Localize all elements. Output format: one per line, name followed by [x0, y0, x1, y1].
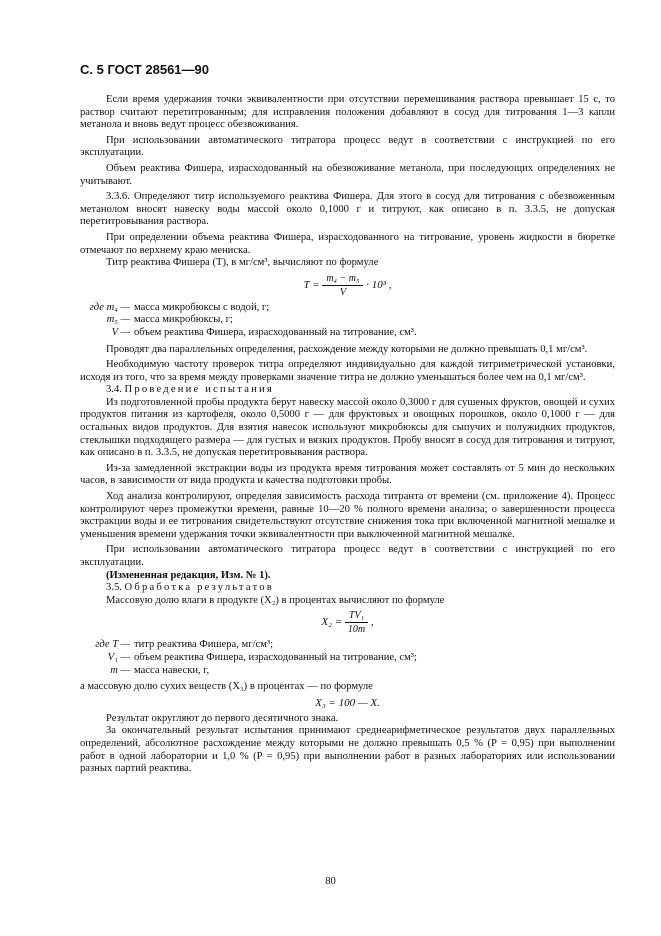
paragraph: 3.3.6. Определяют титр используемого реактива Фишера. Для этого в сосуд для титрования с обезвоженным метанолом вносят навеску воды массой около 0,1000 г и титруют, как описано в п. 3.3.5, не допуская перетитровывания раствора.	[80, 191, 615, 228]
paragraph: Из-за замедленной экстракции воды из продукта время титрования может составлять от 5 мин до нескольких часов, в зависимости от вида продукта и качества подготовки пробы.	[80, 462, 615, 487]
definition-text: объем реактива Фишера, израсходованный на титрование, см³;	[134, 651, 417, 663]
page-number: 80	[325, 876, 336, 887]
formula-rhs: · 10³ ,	[366, 278, 392, 291]
definition-item	[80, 639, 615, 652]
definition-item	[80, 314, 615, 327]
definition-text: масса микробюксы, г;	[134, 314, 233, 326]
formula-lhs: T =	[303, 278, 320, 291]
formula-denominator: V	[339, 286, 346, 298]
paragraph: Если время удержания точки эквивалентности при отсутствии перемешивания раствора превышает 15 с, то раствор считают перетитрованным; для исправления положения добавляют в сосуд для титрования 1—3 капли метанола и вновь ведут процесс обезвоживания.	[80, 94, 615, 131]
section-title: Обработка результатов	[124, 582, 274, 594]
paragraph: При использовании автоматического титратора процесс ведут в соответствии с инструкцией по его эксплуатации.	[80, 544, 615, 568]
paragraph: За окончательный результат испытания принимают среднеарифметическое результатов двух параллельных определений, абсолютное расхождение между которыми не должно превышать 0,5 % (P = 0,95) при выполнении работ в одной лаборатории и 1,0 % (P = 0,95) при выполнении работ в разных лабораториях или использовании разных партий реактива.	[80, 725, 615, 775]
document-header: С. 5 ГОСТ 28561—90	[80, 62, 209, 77]
definition-text: объем реактива Фишера, израсходованный на титрование, см³.	[134, 326, 417, 338]
definition-item	[80, 665, 615, 678]
definitions-list	[80, 302, 615, 340]
section-number: 3.5.	[106, 582, 122, 594]
definitions-list	[80, 639, 615, 677]
definition-symbol: где m₄ —	[89, 301, 130, 313]
definition-item	[80, 652, 615, 665]
formula-rhs: ,	[370, 616, 374, 629]
paragraph: Проводят два параллельных определения, расхождение между которыми не должно превышать 0,1 мг/см³.	[106, 343, 588, 355]
formula-denominator: 10m	[347, 624, 366, 636]
paragraph: Титр реактива Фишера (T), в мг/см³, вычисляют по формуле	[106, 257, 379, 269]
formula-titer	[80, 273, 615, 298]
paragraph: Результат округляют до первого десятичного знака.	[106, 712, 339, 724]
document-page	[80, 62, 615, 776]
section-heading-3-5	[80, 582, 615, 595]
definition-item	[80, 302, 615, 315]
formula-dry-matter: X₃ = 100 — X.	[315, 696, 380, 709]
section-number: 3.4.	[106, 384, 122, 396]
definition-symbol: V₁ —	[107, 651, 130, 663]
formula-fraction	[345, 610, 368, 635]
section-heading-3-4	[80, 384, 615, 397]
formula-numerator: TV₁	[345, 610, 368, 623]
paragraph: Объем реактива Фишера, израсходованный на обезвоживание метанола, при последующих определениях не учитывают.	[80, 162, 615, 187]
edition-note: (Измененная редакция, Изм. № 1).	[106, 569, 271, 581]
definition-text: масса навески, г,	[134, 664, 210, 676]
paragraph: Из подготовленной пробы продукта берут навеску массой около 0,3000 г для сушеных фруктов, овощей и сухих продуктов питания из картофеля, около 0,5000 г — для фруктовых и овощных порошков, около 0,1000 г — для остальных видов продуктов. Для взятия навесок используют микробюксы для сыпучих и полужидких продуктов, стеклышки подходящего размера — для густых и вязких продуктов. Пробу вносят в сосуд для титрования и титруют, как описано в п. 3.3.5, не допуская перетитровывания раствора.	[80, 396, 615, 459]
definition-text: титр реактива Фишера, мг/см³;	[134, 639, 274, 651]
paragraph: а массовую долю сухих веществ (X₃) в процентах — по формуле	[80, 681, 373, 693]
paragraph: Необходимую частоту проверок титра определяют индивидуально для каждой титриметрической установки, исходя из того, что за время между проверками значение титра не должно уменьшаться более чем на 0,1 мг/см³.	[80, 359, 615, 383]
formula-fraction	[322, 273, 363, 298]
definition-symbol: где T —	[95, 639, 130, 651]
definition-symbol: m —	[110, 664, 130, 676]
section-title: Проведение испытания	[124, 384, 274, 396]
formula-moisture	[80, 610, 615, 635]
definition-symbol: V —	[111, 326, 130, 338]
paragraph: Ход анализа контролируют, определяя зависимость расхода титранта от времени (см. приложение 4). Процесс контролируют через промежутки времени, равные 10—20 % полного времени анализа; о завершенности процесса экстракции воды и ее титрования свидетельствуют отсутствие снижения тока при включенной магнитной мешалке и уменьшения времени удержания точки эквивалентности при выключенной магнитной мешалке.	[80, 491, 615, 540]
formula-lhs: X₂ =	[321, 616, 343, 629]
paragraph: При использовании автоматического титратора процесс ведут в соответствии с инструкцией по его эксплуатации.	[80, 134, 615, 159]
definition-symbol: m₅ —	[106, 314, 130, 326]
formula-numerator: m₄ − m₅	[322, 273, 363, 286]
definition-text: масса микробюксы с водой, г;	[134, 301, 270, 313]
definition-item	[80, 327, 615, 340]
paragraph: Массовую долю влаги в продукте (X₂) в процентах вычисляют по формуле	[106, 594, 445, 606]
paragraph: При определении объема реактива Фишера, израсходованного на титрование, уровень жидкости в бюретке отмечают по верхнему краю мениска.	[80, 231, 615, 256]
